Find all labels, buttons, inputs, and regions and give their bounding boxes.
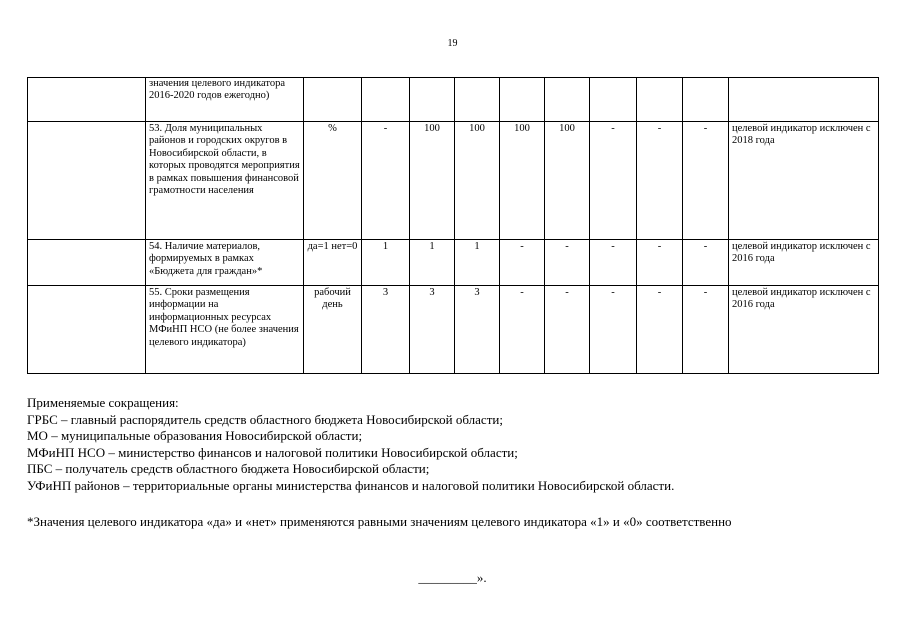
indicator-unit <box>304 78 362 122</box>
indicator-note <box>729 78 879 122</box>
indicator-value <box>683 78 729 122</box>
indicator-value: - <box>500 286 545 374</box>
indicator-value: 100 <box>545 122 590 240</box>
table-cell-empty <box>28 122 146 240</box>
indicator-value <box>545 78 590 122</box>
abbreviations-block <box>27 395 887 494</box>
indicator-note: целевой индикатор исключен с 2016 года <box>729 240 879 286</box>
indicator-value <box>590 78 637 122</box>
indicator-unit: % <box>304 122 362 240</box>
indicator-value: - <box>637 122 683 240</box>
page-number: 19 <box>447 38 458 49</box>
indicator-value: 100 <box>500 122 545 240</box>
indicator-unit: рабочий день <box>304 286 362 374</box>
abbreviation-item: УФиНП районов – территориальные органы министерства финансов и налоговой политики Новосибирской области. <box>27 477 675 493</box>
indicator-note: целевой индикатор исключен с 2016 года <box>729 286 879 374</box>
indicator-value: - <box>590 240 637 286</box>
abbreviation-item: МО – муниципальные образования Новосибирской области; <box>27 428 363 443</box>
abbreviation-item: МФиНП НСО – министерство финансов и налоговой политики Новосибирской области; <box>27 444 518 460</box>
footnote: *Значения целевого индикатора «да» и «нет» применяются равными значениям целевого индикатора «1» и «0» соответственно <box>27 514 732 529</box>
indicator-value: 3 <box>410 286 455 374</box>
indicator-name: 53. Доля муниципальных районов и городских округов в Новосибирской области, в которых проводятся мероприятия в рамках повышения финансовой грамотности населения <box>146 122 304 240</box>
indicator-value: 100 <box>455 122 500 240</box>
indicator-value: 1 <box>455 240 500 286</box>
indicator-value: - <box>683 240 729 286</box>
table-cell-empty <box>28 286 146 374</box>
indicator-value: 3 <box>362 286 410 374</box>
indicator-value: - <box>362 122 410 240</box>
table-cell-empty <box>28 240 146 286</box>
indicator-value: 1 <box>362 240 410 286</box>
indicator-value: - <box>500 240 545 286</box>
indicator-value: - <box>545 286 590 374</box>
indicator-value: - <box>590 286 637 374</box>
indicator-name: 55. Сроки размещения информации на информационных ресурсах МФиНП НСО (не более значения целевого индикатора) <box>146 286 304 374</box>
indicator-value <box>455 78 500 122</box>
table-row <box>28 122 879 240</box>
indicator-value: - <box>637 286 683 374</box>
indicator-value <box>362 78 410 122</box>
indicator-value: - <box>683 286 729 374</box>
indicator-value: - <box>637 240 683 286</box>
table-row <box>28 240 879 286</box>
indicator-value: - <box>545 240 590 286</box>
indicator-value: 1 <box>410 240 455 286</box>
table-row <box>28 78 879 122</box>
closing-mark: _________». <box>418 570 487 585</box>
indicator-value: - <box>590 122 637 240</box>
indicator-value <box>637 78 683 122</box>
abbreviation-item: ПБС – получатель средств областного бюджета Новосибирской области; <box>27 461 430 476</box>
indicator-value: 100 <box>410 122 455 240</box>
indicator-value: 3 <box>455 286 500 374</box>
indicator-unit: да=1 нет=0 <box>304 240 362 286</box>
indicator-name: значения целевого индикатора 2016-2020 годов ежегодно) <box>146 78 304 122</box>
abbreviations-title: Применяемые сокращения: <box>27 395 179 410</box>
abbreviation-item: ГРБС – главный распорядитель средств областного бюджета Новосибирской области; <box>27 411 503 427</box>
indicator-value: - <box>683 122 729 240</box>
table-row <box>28 286 879 374</box>
indicator-value <box>500 78 545 122</box>
table-cell-empty <box>28 78 146 122</box>
indicator-name: 54. Наличие материалов, формируемых в рамках «Бюджета для граждан»* <box>146 240 304 286</box>
indicator-note: целевой индикатор исключен с 2018 года <box>729 122 879 240</box>
indicator-value <box>410 78 455 122</box>
indicators-table <box>27 77 879 374</box>
